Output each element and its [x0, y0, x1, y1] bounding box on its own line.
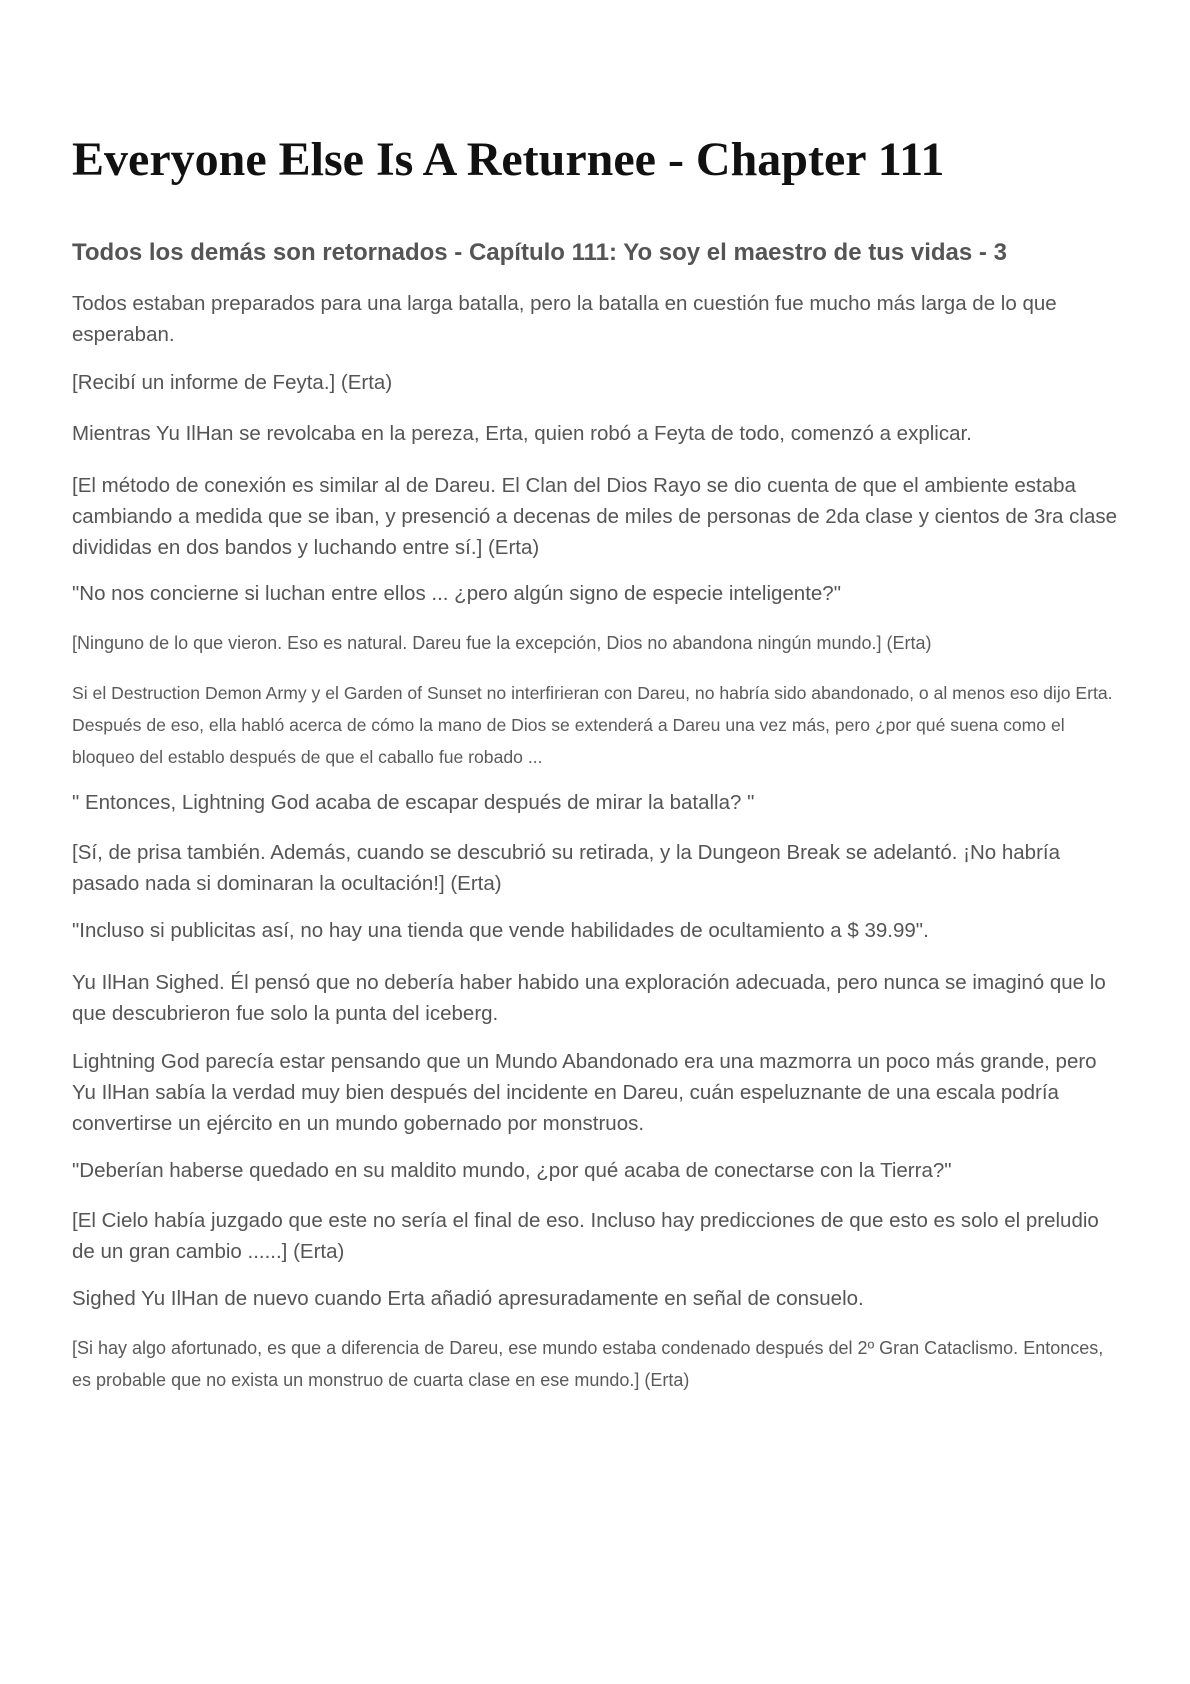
paragraph: "Deberían haberse quedado en su maldito mundo, ¿por qué acaba de conectarse con la Tierra?": [72, 1159, 952, 1182]
paragraph: [El Cielo había juzgado que este no sería el final de eso. Incluso hay predicciones de que esto es solo el preludio de un gran cambio ......] (Erta): [72, 1209, 1099, 1263]
paragraph: [Recibí un informe de Feyta.] (Erta): [72, 371, 393, 394]
paragraph: " Entonces, Lightning God acaba de escapar después de mirar la batalla? ": [72, 791, 755, 814]
paragraph: [Ninguno de lo que vieron. Eso es natural. Dareu fue la excepción, Dios no abandona ningún mundo.] (Erta): [72, 633, 932, 653]
paragraph: Todos estaban preparados para una larga batalla, pero la batalla en cuestión fue mucho más larga de lo que esperaban.: [72, 292, 1057, 346]
paragraph: Si el Destruction Demon Army y el Garden of Sunset no interfirieran con Dareu, no habría sido abandonado, o al menos eso dijo Erta. Después de eso, ella habló acerca de cómo la mano de Dios se extenderá a Dareu una vez más, pero ¿por qué suena como el bloqueo del establo después de que el caballo fue robado ...: [72, 683, 1113, 767]
paragraph: [El método de conexión es similar al de Dareu. El Clan del Dios Rayo se dio cuenta de que el ambiente estaba cambiando a medida que se iban, y presenció a decenas de miles de personas de 2da clase y cientos de 3ra clase divididas en dos bandos y luchando entre sí.] (Erta): [72, 474, 1118, 559]
paragraph: "No nos concierne si luchan entre ellos ... ¿pero algún signo de especie inteligente?": [72, 582, 841, 605]
paragraph: Yu IlHan Sighed. Él pensó que no debería haber habido una exploración adecuada, pero nunca se imaginó que lo que descubrieron fue solo la punta del iceberg.: [72, 971, 1106, 1025]
paragraph: [Sí, de prisa también. Además, cuando se descubrió su retirada, y la Dungeon Break se adelantó. ¡No habría pasado nada si dominaran la ocultación!] (Erta): [72, 841, 1060, 895]
paragraph: Sighed Yu IlHan de nuevo cuando Erta añadió apresuradamente en señal de consuelo.: [72, 1287, 864, 1310]
paragraph: [Si hay algo afortunado, es que a diferencia de Dareu, ese mundo estaba condenado después del 2º Gran Cataclismo. Entonces, es probable que no exista un monstruo de cuarta clase en ese mundo.] (Erta): [72, 1338, 1104, 1390]
paragraph: Mientras Yu IlHan se revolcaba en la pereza, Erta, quien robó a Feyta de todo, comenzó a explicar.: [72, 422, 972, 445]
document-title: Everyone Else Is A Returnee - Chapter 111: [72, 133, 945, 186]
chapter-subtitle: Todos los demás son retornados - Capítulo 111: Yo soy el maestro de tus vidas - 3: [72, 239, 1007, 266]
paragraph: Lightning God parecía estar pensando que un Mundo Abandonado era una mazmorra un poco más grande, pero Yu IlHan sabía la verdad muy bien después del incidente en Dareu, cuán espeluznante de una escala podría convertirse un ejército en un mundo gobernado por monstruos.: [72, 1050, 1097, 1135]
paragraph: "Incluso si publicitas así, no hay una tienda que vende habilidades de ocultamiento a $ 39.99".: [72, 919, 929, 942]
